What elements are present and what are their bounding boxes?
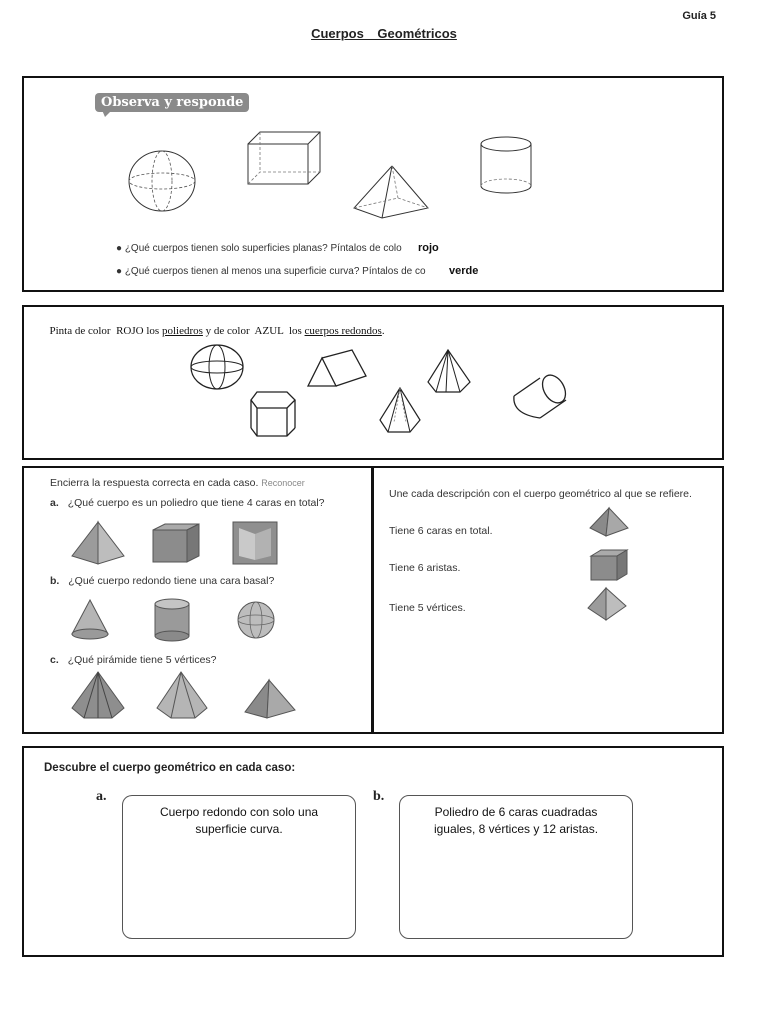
cylinder-option-icon[interactable] <box>153 598 191 642</box>
case-b-text: Poliedro de 6 caras cuadradas iguales, 8 vértices y 12 aristas. <box>433 805 599 836</box>
sphere-option-icon[interactable] <box>236 600 276 640</box>
discover-title: Descubre el cuerpo geométrico en cada caso: <box>44 762 296 774</box>
hexagonal-pyramid-icon <box>426 348 472 396</box>
answer-verde: verde <box>449 265 479 277</box>
case-b-letter: b. <box>373 789 385 804</box>
square-pyramid-icon <box>352 164 432 220</box>
cube-match-icon[interactable] <box>589 548 629 582</box>
case-a-box[interactable] <box>122 795 356 939</box>
cylinder-icon <box>510 372 568 420</box>
case-a-letter: a. <box>96 789 107 804</box>
description-6-faces: Tiene 6 caras en total. <box>389 525 493 537</box>
badge-pointer-icon <box>102 110 114 118</box>
hexagonal-pyramid-option-icon[interactable] <box>70 670 126 720</box>
sphere-icon <box>190 344 246 392</box>
square-pyramid-match-icon[interactable] <box>588 506 630 540</box>
question-curved: ● ¿Qué cuerpos tienen al menos una superficie curva? Píntalos de co <box>116 266 426 277</box>
match-instruction: Une cada descripción con el cuerpo geométrico al que se refiere. <box>389 488 692 500</box>
paint-instruction: Pinta de color ROJO los poliedros y de color AZUL los cuerpos redondos. <box>49 325 385 337</box>
description-6-edges: Tiene 6 aristas. <box>389 562 461 574</box>
circle-instruction: Encierra la respuesta correcta en cada caso. Reconocer <box>50 477 305 489</box>
answer-rojo: rojo <box>418 242 439 254</box>
pentagonal-pyramid-option-icon[interactable] <box>155 670 209 720</box>
guide-number: Guía 5 <box>682 10 716 22</box>
question-c: c. ¿Qué pirámide tiene 5 vértices? <box>50 654 217 666</box>
case-a-text: Cuerpo redondo con solo una superficie curva. <box>159 805 319 836</box>
question-planar: ● ¿Qué cuerpos tienen solo superficies planas? Píntalos de colo <box>116 243 402 254</box>
cube-icon <box>246 130 326 186</box>
square-pyramid-option-icon[interactable] <box>243 678 297 720</box>
cube-option-icon[interactable] <box>151 522 203 564</box>
observe-badge: Observa y responde <box>95 93 249 112</box>
case-b-box[interactable] <box>399 795 633 939</box>
description-5-vertices: Tiene 5 vértices. <box>389 602 466 614</box>
square-pyramid-option-icon[interactable] <box>70 520 126 566</box>
cone-option-icon[interactable] <box>70 598 110 642</box>
question-b: b. ¿Qué cuerpo redondo tiene una cara basal? <box>50 575 275 587</box>
triangular-prism-icon <box>306 348 368 390</box>
hexagonal-prism-icon <box>249 390 297 438</box>
cylinder-icon <box>480 136 534 196</box>
open-cube-option-icon[interactable] <box>231 520 279 566</box>
bullet-icon: ● <box>116 266 125 277</box>
match-section <box>372 466 724 734</box>
question-a: a. ¿Qué cuerpo es un poliedro que tiene 4 caras en total? <box>50 497 325 509</box>
triangular-pyramid-match-icon[interactable] <box>586 586 630 624</box>
pentagonal-pyramid-icon <box>378 386 422 436</box>
sphere-icon <box>128 150 198 214</box>
page-title: Cuerpos Geométricos <box>311 26 457 41</box>
bullet-icon: ● <box>116 243 125 254</box>
